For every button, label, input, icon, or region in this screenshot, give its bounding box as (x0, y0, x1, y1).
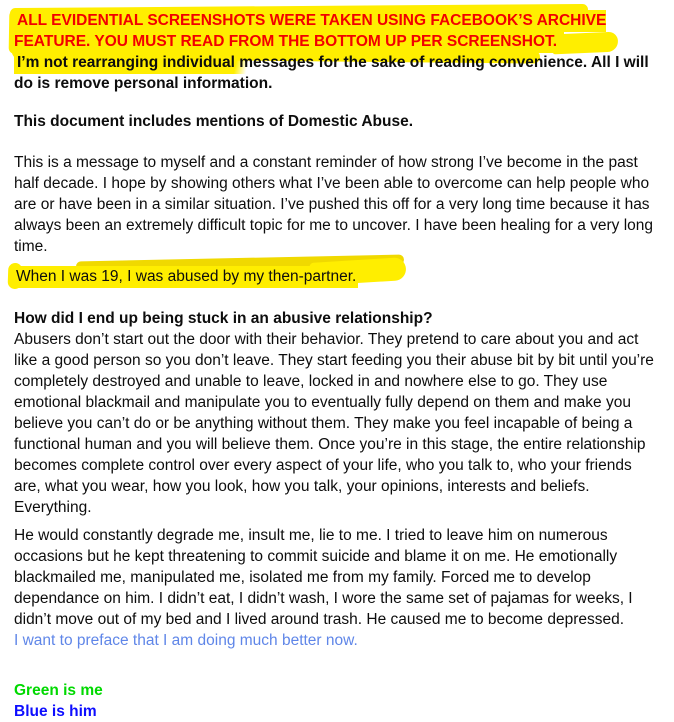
experience-paragraph (14, 525, 662, 651)
legend (14, 680, 662, 722)
abusers-paragraph: Abusers don’t start out the door with their behavior. They pretend to care about you and act like a good person so you don’t leave. They start feeding you their abuse bit by bit until you’re completely destroyed and unable to leave, locked in and nowhere else to go. They use emotional blackmail and manipulate you to eventually fully depend on them and make you believe you can’t do or be anything without them. They make you feel incapable of being a functional human and you will believe them. Once you’re in this stage, the entire relationship becomes complete control over every aspect of your life, who you talk to, who your friends are, what you wear, how you look, how you talk, your opinions, interests and beliefs. Everything. (14, 331, 654, 516)
legend-green: Green is me (14, 682, 103, 699)
highlighted-statement-text: When I was 19, I was abused by my then-partner. (14, 266, 358, 288)
content-warning: This document includes mentions of Domestic Abuse. (14, 113, 414, 130)
intro-paragraph (14, 52, 662, 94)
experience-text: He would constantly degrade me, insult me, lie to me. I tried to leave him on numerous occasions but he kept threatening to commit suicide and blame it on me. He emotionally blackmailed me, manipulated me, isolated me from my family. Forced me to develop dependance on him. I didn’t eat, I didn’t wash, I wore the same set of pajamas for weeks, I didn’t move out of my bed and I lived around trash. He caused me to become depressed. (14, 527, 633, 628)
reminder-paragraph: This is a message to myself and a constant reminder of how strong I’ve become in the past half decade. I hope by showing others what I’ve been able to overcome can help people who are or have been in a similar situation. I’ve pushed this off for a very long time because it has always been an extremely difficult topic for me to uncover. I have been healing for a very long time. (14, 154, 654, 255)
intro-rest-text: essages for the sake of reading convenience. All I will do is remove personal information. (14, 54, 649, 92)
warning-heading-text: ALL EVIDENTIAL SCREENSHOTS WERE TAKEN USING FACEBOOK’S ARCHIVE FEATURE. YOU MUST READ FROM THE BOTTOM UP PER SCREENSHOT. (14, 10, 606, 53)
legend-blue: Blue is him (14, 703, 97, 720)
question-heading: How did I end up being stuck in an abusive relationship? (14, 310, 433, 327)
warning-heading (14, 10, 662, 52)
highlighted-statement (14, 266, 662, 287)
intro-highlighted-text: I’m not rearranging individual m (14, 51, 253, 74)
preface-note: I want to preface that I am doing much better now. (14, 632, 358, 649)
